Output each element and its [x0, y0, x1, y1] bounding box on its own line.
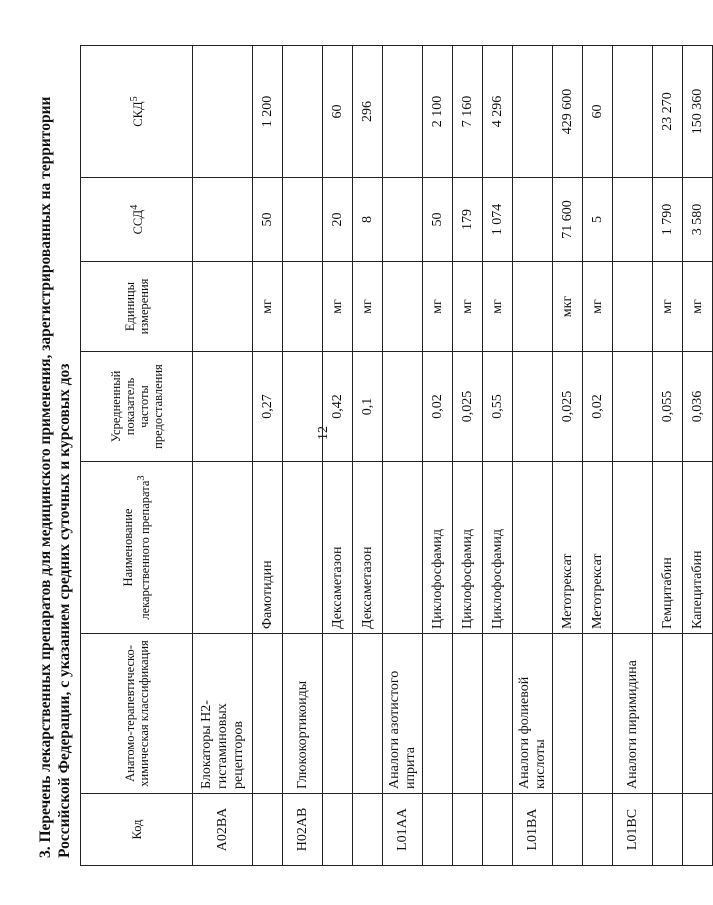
cell-code: [683, 794, 713, 866]
cell-unit: мг: [653, 262, 683, 352]
cell-ssd: [613, 178, 653, 262]
cell-atc: [483, 634, 513, 794]
cell-ssd: [513, 178, 553, 262]
cell-atc: [253, 634, 283, 794]
cell-ssd: 50: [253, 178, 283, 262]
cell-drug: Дексаметазон: [323, 462, 353, 634]
cell-code: H02AB: [283, 794, 323, 866]
cell-unit: мг: [423, 262, 453, 352]
table-row: [583, 46, 613, 866]
cell-unit: мг: [323, 262, 353, 352]
cell-atc: [683, 634, 713, 794]
cell-freq: 0,055: [653, 352, 683, 462]
cell-ssd: 50: [423, 178, 453, 262]
dose-table: [80, 45, 713, 866]
cell-drug: [383, 462, 423, 634]
cell-code: L01BC: [613, 794, 653, 866]
cell-freq: [383, 352, 423, 462]
cell-freq: 0,025: [453, 352, 483, 462]
table-row: [423, 46, 453, 866]
cell-unit: мг: [683, 262, 713, 352]
cell-unit: мг: [453, 262, 483, 352]
cell-ssd: 3 580: [683, 178, 713, 262]
cell-freq: 0,02: [423, 352, 453, 462]
page-number: 12: [316, 426, 331, 440]
cell-drug: Метотрексат: [583, 462, 613, 634]
cell-skd: 23 270: [653, 46, 683, 178]
cell-code: [583, 794, 613, 866]
table-row: [353, 46, 383, 866]
cell-unit: мг: [483, 262, 513, 352]
cell-freq: 0,42: [323, 352, 353, 462]
cell-freq: 0,1: [353, 352, 383, 462]
header-ssd: ССД$^4$: [81, 178, 193, 262]
table-row: [653, 46, 683, 866]
cell-drug: Метотрексат: [553, 462, 583, 634]
cell-ssd: [383, 178, 423, 262]
cell-freq: 0,02: [583, 352, 613, 462]
cell-atc: Аналоги азотистого иприта: [383, 634, 423, 794]
cell-ssd: 5: [583, 178, 613, 262]
table-row: [323, 46, 353, 866]
cell-unit: мг: [253, 262, 283, 352]
cell-drug: Циклофосфамид: [423, 462, 453, 634]
cell-skd: 150 360: [683, 46, 713, 178]
cell-skd: [383, 46, 423, 178]
cell-code: [653, 794, 683, 866]
cell-freq: 0,27: [253, 352, 283, 462]
table-row: [683, 46, 713, 866]
cell-ssd: 179: [453, 178, 483, 262]
header-unit: Единицы измерения: [81, 262, 193, 352]
cell-drug: [283, 462, 323, 634]
cell-unit: [283, 262, 323, 352]
cell-ssd: 71 600: [553, 178, 583, 262]
cell-code: A02BA: [193, 794, 253, 866]
cell-freq: 0,55: [483, 352, 513, 462]
cell-skd: 296: [353, 46, 383, 178]
cell-drug: Дексаметазон: [353, 462, 383, 634]
cell-code: [553, 794, 583, 866]
cell-skd: 4 296: [483, 46, 513, 178]
cell-atc: [583, 634, 613, 794]
cell-unit: мг: [583, 262, 613, 352]
table-row: [553, 46, 583, 866]
cell-code: [423, 794, 453, 866]
cell-unit: мкг: [553, 262, 583, 352]
cell-freq: 0,025: [553, 352, 583, 462]
cell-skd: [193, 46, 253, 178]
cell-atc: [453, 634, 483, 794]
cell-atc: Аналоги фолиевой кислоты: [513, 634, 553, 794]
header-atc: Анатомо-терапевтическо-химическая классификация: [81, 634, 193, 794]
cell-ssd: 8: [353, 178, 383, 262]
cell-skd: 60: [323, 46, 353, 178]
document-title: 3. Перечень лекарственных препаратов для медицинского применения, зарегистрированных на территории Российской Федерации, с указанием средних суточных и курсовых доз: [37, 96, 73, 858]
cell-atc: [323, 634, 353, 794]
cell-atc: [653, 634, 683, 794]
table-row: [253, 46, 283, 866]
cell-atc: [353, 634, 383, 794]
cell-ssd: 1 790: [653, 178, 683, 262]
table-row: [193, 46, 253, 866]
cell-drug: [193, 462, 253, 634]
cell-atc: [423, 634, 453, 794]
cell-ssd: 20: [323, 178, 353, 262]
cell-skd: 1 200: [253, 46, 283, 178]
cell-freq: [193, 352, 253, 462]
header-code: Код: [81, 794, 193, 866]
cell-freq: [513, 352, 553, 462]
cell-unit: [193, 262, 253, 352]
table-header-row: [81, 46, 193, 866]
cell-atc: [553, 634, 583, 794]
cell-atc: Блокаторы Н2-гистаминовых рецепторов: [193, 634, 253, 794]
cell-drug: Гемцитабин: [653, 462, 683, 634]
cell-unit: мг: [353, 262, 383, 352]
cell-unit: [613, 262, 653, 352]
cell-drug: [613, 462, 653, 634]
cell-drug: Капецитабин: [683, 462, 713, 634]
cell-freq: 0,036: [683, 352, 713, 462]
header-skd: СКД$^5$: [81, 46, 193, 178]
table-row: [453, 46, 483, 866]
table-row: [513, 46, 553, 866]
header-frequency: Усредненный показатель частоты предоставления: [81, 352, 193, 462]
cell-skd: 429 600: [553, 46, 583, 178]
cell-skd: 60: [583, 46, 613, 178]
header-drug: Наименование лекарственного препарата$^3$: [81, 462, 193, 634]
cell-freq: [613, 352, 653, 462]
table-row: [483, 46, 513, 866]
cell-code: [353, 794, 383, 866]
cell-atc: Глюкокортикоиды: [283, 634, 323, 794]
cell-ssd: [283, 178, 323, 262]
table-row: [283, 46, 323, 866]
cell-ssd: 1 074: [483, 178, 513, 262]
cell-code: L01AA: [383, 794, 423, 866]
cell-drug: Фамотидин: [253, 462, 283, 634]
cell-code: [483, 794, 513, 866]
cell-code: [253, 794, 283, 866]
cell-ssd: [193, 178, 253, 262]
cell-unit: [383, 262, 423, 352]
cell-code: L01BA: [513, 794, 553, 866]
cell-drug: Циклофосфамид: [483, 462, 513, 634]
cell-skd: [513, 46, 553, 178]
cell-unit: [513, 262, 553, 352]
table-row: [383, 46, 423, 866]
cell-skd: 7 160: [453, 46, 483, 178]
cell-code: [453, 794, 483, 866]
cell-skd: [283, 46, 323, 178]
cell-atc: Аналоги пиримидина: [613, 634, 653, 794]
rotated-page-content: [36, 46, 705, 866]
table-row: [613, 46, 653, 866]
cell-skd: 2 100: [423, 46, 453, 178]
cell-drug: [513, 462, 553, 634]
cell-skd: [613, 46, 653, 178]
cell-code: [323, 794, 353, 866]
cell-drug: Циклофосфамид: [453, 462, 483, 634]
cell-freq: [283, 352, 323, 462]
